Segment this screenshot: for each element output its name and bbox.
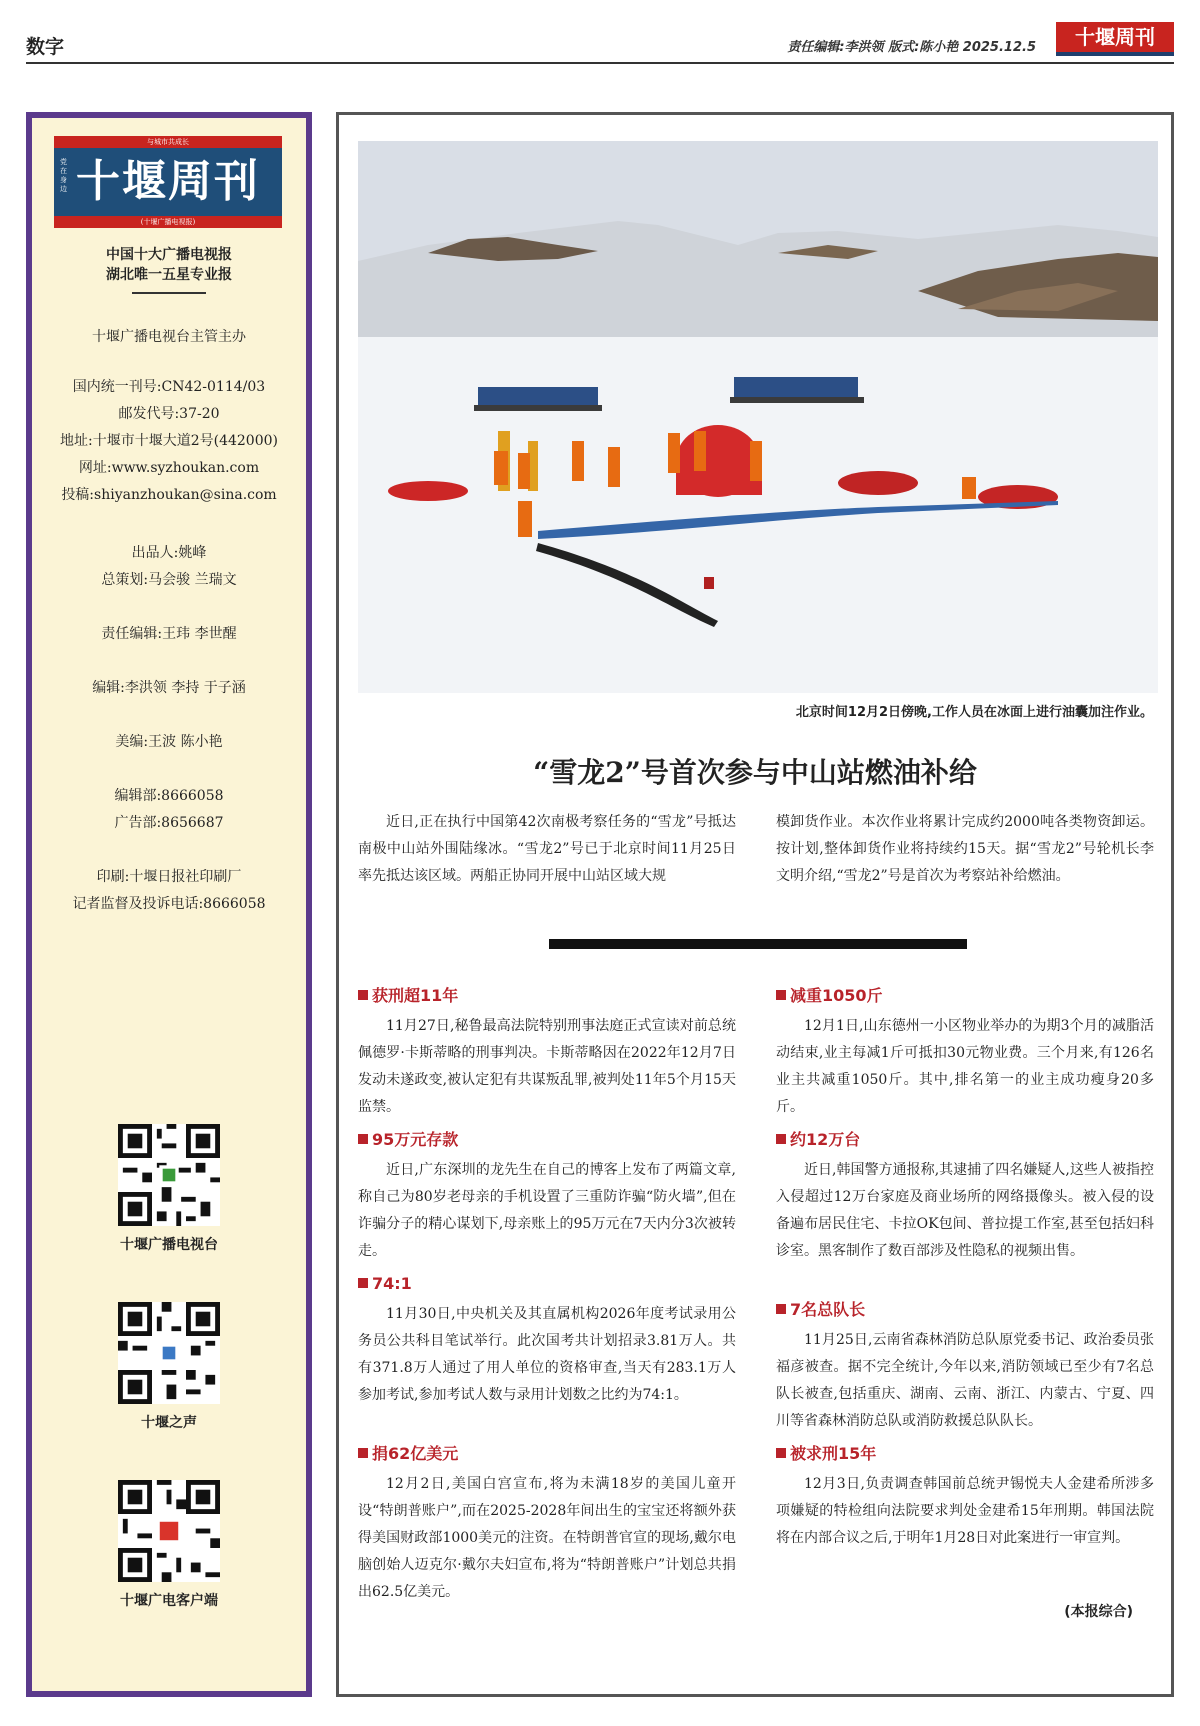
news-item: [776, 1443, 1154, 1552]
square-bullet-icon: [776, 1304, 786, 1314]
complaint-phone: 记者监督及投诉电话:8666058: [72, 896, 266, 912]
page-header: [26, 22, 1174, 62]
news-item-body: 12月3日,负责调查韩国前总统尹锡悦夫人金建希所涉多项嫌疑的特检组向法院要求判处金建希15年刑期。韩国法院将在内部合议之后,于明年1月28日对此案进行一审宣判。: [776, 1476, 1154, 1546]
info-line: 地址:十堰市十堰大道2号(442000): [60, 433, 278, 449]
qr-code-icon[interactable]: [118, 1124, 220, 1226]
masthead-text: 十堰周刊: [1075, 25, 1155, 49]
news-item-title: 捐62亿美元: [358, 1443, 736, 1465]
section-name: 数字: [26, 36, 65, 58]
art-editors: 美编:王波 陈小艳: [115, 734, 223, 750]
news-item-body: 11月27日,秘鲁最高法院特别刑事法庭正式宣读对前总统佩德罗·卡斯蒂略的刑事判决。卡斯蒂略因在2022年12月7日发动未遂政变,被认定犯有共谋叛乱罪,被判处11年5个月15天监禁。: [358, 1018, 736, 1115]
lead-paragraph-col1: 近日,正在执行中国第42次南极考察任务的“雪龙”号抵达南极中山站外围陆缘冰。“雪龙2”号已于北京时间11月25日率先抵达该区域。两船正协同开展中山站区域大规: [358, 814, 736, 884]
producer: 出品人:姚峰: [131, 545, 207, 561]
news-item-title: 获刑超11年: [358, 985, 736, 1007]
printer: 印刷:十堰日报社印刷厂: [96, 869, 242, 885]
news-item-title: 74:1: [358, 1273, 736, 1295]
qr-label: 十堰广播电视台: [120, 1237, 218, 1253]
logo-vertical-text: 党在身边: [60, 158, 67, 193]
square-bullet-icon: [776, 1448, 786, 1458]
news-item: [358, 1129, 736, 1265]
square-bullet-icon: [358, 1448, 368, 1458]
logo-bottom-strip: (十堰广播电视报): [54, 216, 282, 228]
tagline-rule: [132, 292, 206, 294]
header-rule: [26, 62, 1174, 64]
info-line: 网址:www.syzhoukan.com: [78, 460, 260, 476]
chief-editors: 责任编辑:王玮 李世醒: [101, 626, 237, 642]
news-item: [776, 1299, 1154, 1435]
news-item-body: 11月25日,云南省森林消防总队原党委书记、政治委员张福彦被查。据不完全统计,今年以来,消防领域已至少有7名总队长被查,包括重庆、湖南、云南、浙江、内蒙古、宁夏、四川等省森林消防总队或消防救援总队队长。: [776, 1332, 1154, 1429]
qr-label: 十堰之声: [141, 1415, 197, 1431]
square-bullet-icon: [358, 1278, 368, 1288]
planning: 总策划:马会骏 兰瑞文: [101, 572, 237, 588]
lead-paragraph-col2: 模卸货作业。本次作业将累计完成约2000吨各类物资卸运。按计划,整体卸货作业将持续约15天。据“雪龙2”号轮机长李文明介绍,“雪龙2”号是首次为考察站补给燃油。: [776, 814, 1154, 884]
info-line: 投稿:shiyanzhoukan@sina.com: [61, 487, 277, 503]
sponsor: 十堰广播电视台主管主办: [92, 329, 246, 345]
news-item-body: 近日,广东深圳的龙先生在自己的博客上发布了两篇文章,称自己为80岁老母亲的手机设置了三重防诈骗“防火墙”,但在诈骗分子的精心谋划下,母亲账上的95万元在7天内分3次被转走。: [358, 1162, 736, 1259]
newspaper-logo: [54, 136, 282, 228]
square-bullet-icon: [358, 990, 368, 1000]
news-item-title: 95万元存款: [358, 1129, 736, 1151]
news-item-title: 7名总队长: [776, 1299, 1154, 1321]
news-item: [358, 985, 736, 1121]
masthead-logo: [1056, 22, 1174, 52]
news-item-title: 减重1050斤: [776, 985, 1154, 1007]
sidebar: [26, 112, 312, 1697]
tagline-1: 中国十大广播电视报: [106, 247, 232, 263]
news-item: [358, 1443, 736, 1606]
square-bullet-icon: [358, 1134, 368, 1144]
tagline-2: 湖北唯一五星专业报: [106, 267, 232, 283]
editorial-phone: 编辑部:8666058: [114, 788, 224, 804]
news-item: [358, 1273, 736, 1409]
news-item-title: 被求刑15年: [776, 1443, 1154, 1465]
news-item-body: 12月2日,美国白宫宣布,将为未满18岁的美国儿童开设“特朗普账户”,而在2025-2028年间出生的宝宝还将额外获得美国财政部1000美元的注资。在特朗普官宣的现场,戴尔电脑创始人迈克尔·戴尔夫妇宣布,将为“特朗普账户”计划总共捐出62.5亿美元。: [358, 1476, 736, 1600]
logo-name: 十堰周刊: [76, 156, 260, 207]
ad-phone: 广告部:8656687: [114, 815, 224, 831]
publication-info: [32, 374, 306, 509]
info-line: 邮发代号:37-20: [118, 406, 220, 422]
editors: 编辑:李洪领 李持 于子涵: [92, 680, 246, 696]
qr-code-icon[interactable]: [118, 1480, 220, 1582]
news-item-title: 约12万台: [776, 1129, 1154, 1151]
news-item: [776, 985, 1154, 1121]
antarctic-photo: [358, 141, 1158, 693]
news-item-body: 近日,韩国警方通报称,其逮捕了四名嫌疑人,这些人被指控入侵超过12万台家庭及商业场所的网络摄像头。被入侵的设备遍布居民住宅、卡拉OK包间、普拉提工作室,甚至包括妇科诊室。黑客制作了数百部涉及性隐私的视频出售。: [776, 1162, 1154, 1259]
news-item: [776, 1129, 1154, 1265]
info-line: 国内统一刊号:CN42-0114/03: [72, 379, 266, 395]
news-item-body: 11月30日,中央机关及其直属机构2026年度考试录用公务员公共科目笔试举行。此次国考共计划招录3.81万人。共有371.8万人通过了用人单位的资格审查,当天有283.1万人参加考试,参加考试人数与录用计划数之比约为74:1。: [358, 1306, 736, 1403]
square-bullet-icon: [776, 1134, 786, 1144]
section-divider: [549, 939, 967, 949]
news-item-body: 12月1日,山东德州一小区物业举办的为期3个月的减脂活动结束,业主每减1斤可抵扣30元物业费。三个月来,有126名业主共减重1050斤。其中,排名第一的业主成功瘦身20多斤。: [776, 1018, 1154, 1115]
square-bullet-icon: [776, 990, 786, 1000]
masthead-bar: [1056, 52, 1174, 56]
qr-code-icon[interactable]: [118, 1302, 220, 1404]
logo-top-strip: 与城市共成长: [54, 136, 282, 148]
photo-caption: 北京时间12月2日傍晚,工作人员在冰面上进行油囊加注作业。: [795, 705, 1153, 720]
main-article-area: [336, 112, 1174, 1697]
source-note: (本报综合): [1064, 1604, 1133, 1620]
qr-label: 十堰广电客户端: [120, 1593, 218, 1609]
editor-credits: 责任编辑:李洪领 版式:陈小艳 2025.12.5: [787, 40, 1036, 55]
headline: “雪龙2”号首次参与中山站燃油补给: [533, 756, 977, 789]
